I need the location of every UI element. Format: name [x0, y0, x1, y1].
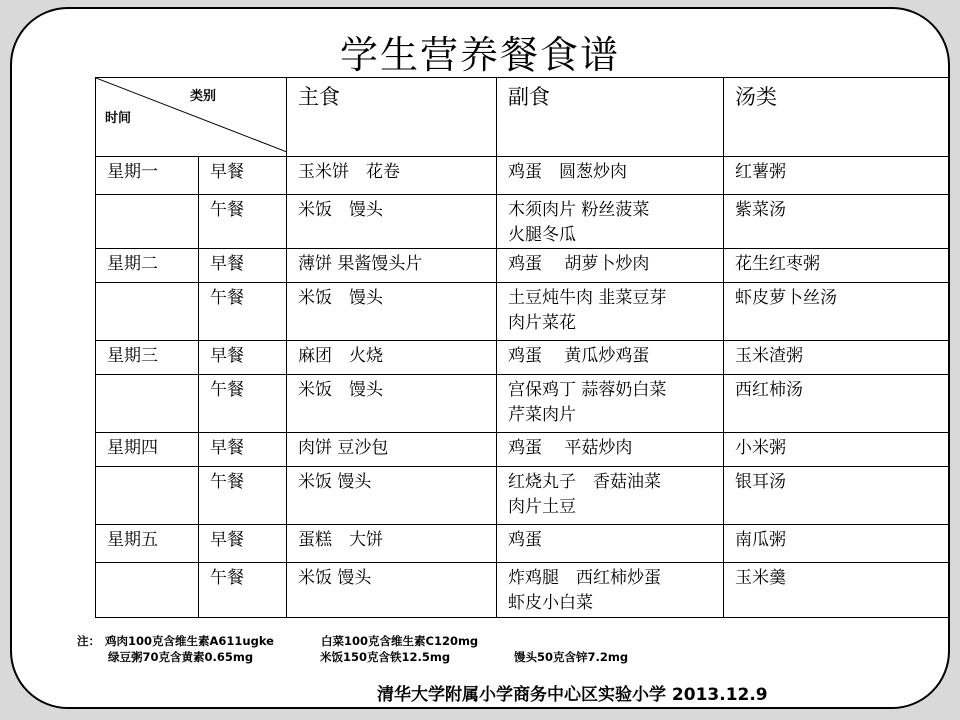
staple-cell: 蛋糕 大饼: [287, 525, 497, 563]
side-cell: [497, 249, 724, 283]
meal-cell: 午餐: [199, 563, 287, 618]
notes-label: 注：: [77, 634, 100, 648]
day-cell: [96, 375, 199, 433]
table-row: [96, 375, 950, 433]
side-dish-line: 虾皮小白菜: [508, 593, 593, 613]
menu-table: [95, 77, 950, 618]
soup-cell: 紫菜汤: [724, 195, 950, 249]
soup-cell: 红薯粥: [724, 157, 950, 195]
meal-cell: 午餐: [199, 195, 287, 249]
note-mungbean: 绿豆粥70克含黄素0.65mg: [108, 650, 254, 664]
soup-cell: 玉米羹: [724, 563, 950, 618]
staple-cell: 米饭 馒头: [287, 467, 497, 525]
side-dish-line: 肉片土豆: [508, 497, 576, 517]
side-cell: [497, 563, 724, 618]
table-row: [96, 467, 950, 525]
staple-cell: 米饭 馒头: [287, 375, 497, 433]
corner-category-label: 类别: [190, 89, 217, 104]
header-side: 副食: [497, 78, 724, 157]
corner-time-label: 时间: [105, 111, 132, 126]
side-dish-line: 鸡蛋 平菇炒肉: [508, 438, 633, 458]
day-cell: [96, 283, 199, 341]
table-row: [96, 563, 950, 618]
day-cell: [96, 563, 199, 618]
day-cell: [96, 195, 199, 249]
day-cell: 星期二: [96, 249, 199, 283]
meal-cell: 早餐: [199, 157, 287, 195]
soup-cell: 银耳汤: [724, 467, 950, 525]
day-cell: 星期五: [96, 525, 199, 563]
side-dish-line: 火腿冬瓜: [508, 225, 576, 245]
side-cell: [497, 433, 724, 467]
side-dish-line: 炸鸡腿 西红柿炒蛋: [508, 568, 661, 588]
soup-cell: 玉米渣粥: [724, 341, 950, 375]
soup-cell: 虾皮萝卜丝汤: [724, 283, 950, 341]
meal-cell: 午餐: [199, 283, 287, 341]
table-row: [96, 157, 950, 195]
table-row: [96, 525, 950, 563]
meal-cell: 早餐: [199, 433, 287, 467]
note-bun: 馒头50克含锌7.2mg: [514, 650, 629, 664]
side-dish-line: 土豆炖牛肉 韭菜豆芽: [508, 288, 667, 308]
table-row: [96, 249, 950, 283]
side-dish-line: 红烧丸子 香菇油菜: [508, 472, 661, 492]
soup-cell: 花生红枣粥: [724, 249, 950, 283]
side-dish-line: 宫保鸡丁 蒜蓉奶白菜: [508, 380, 667, 400]
staple-cell: 薄饼 果酱馒头片: [287, 249, 497, 283]
school-footer: 清华大学附属小学商务中心区实验小学 2013.12.9: [377, 685, 768, 705]
corner-header-cell: [96, 78, 287, 157]
day-cell: 星期三: [96, 341, 199, 375]
header-soup: 汤类: [724, 78, 950, 157]
note-rice: 米饭150克含铁12.5mg: [320, 650, 451, 664]
day-cell: 星期一: [96, 157, 199, 195]
side-dish-line: 肉片菜花: [508, 313, 576, 333]
staple-cell: 米饭 馒头: [287, 283, 497, 341]
note-chicken: 鸡肉100克含维生素A611ugke: [105, 634, 274, 648]
side-cell: [497, 525, 724, 563]
page-title: 学生营养餐食谱: [339, 33, 620, 77]
side-cell: [497, 195, 724, 249]
staple-cell: 麻团 火烧: [287, 341, 497, 375]
meal-cell: 早餐: [199, 525, 287, 563]
table-row: [96, 341, 950, 375]
side-cell: [497, 157, 724, 195]
note-cabbage: 白菜100克含维生素C120mg: [321, 634, 479, 648]
soup-cell: 小米粥: [724, 433, 950, 467]
meal-cell: 午餐: [199, 375, 287, 433]
side-dish-line: 鸡蛋: [508, 530, 542, 550]
soup-cell: 南瓜粥: [724, 525, 950, 563]
side-cell: [497, 375, 724, 433]
table-header-row: [96, 78, 950, 157]
table-row: [96, 195, 950, 249]
meal-cell: 午餐: [199, 467, 287, 525]
header-staple: 主食: [287, 78, 497, 157]
side-dish-line: 鸡蛋 胡萝卜炒肉: [508, 254, 650, 274]
staple-cell: 玉米饼 花卷: [287, 157, 497, 195]
side-cell: [497, 283, 724, 341]
side-cell: [497, 467, 724, 525]
side-cell: [497, 341, 724, 375]
meal-cell: 早餐: [199, 341, 287, 375]
staple-cell: 米饭 馒头: [287, 563, 497, 618]
staple-cell: 肉饼 豆沙包: [287, 433, 497, 467]
soup-cell: 西红柿汤: [724, 375, 950, 433]
table-row: [96, 433, 950, 467]
meal-cell: 早餐: [199, 249, 287, 283]
table-row: [96, 283, 950, 341]
day-cell: [96, 467, 199, 525]
side-dish-line: 鸡蛋 黄瓜炒鸡蛋: [508, 346, 650, 366]
staple-cell: 米饭 馒头: [287, 195, 497, 249]
side-dish-line: 鸡蛋 圆葱炒肉: [508, 162, 627, 182]
side-dish-line: 木须肉片 粉丝菠菜: [508, 200, 650, 220]
side-dish-line: 芹菜肉片: [508, 405, 576, 425]
day-cell: 星期四: [96, 433, 199, 467]
